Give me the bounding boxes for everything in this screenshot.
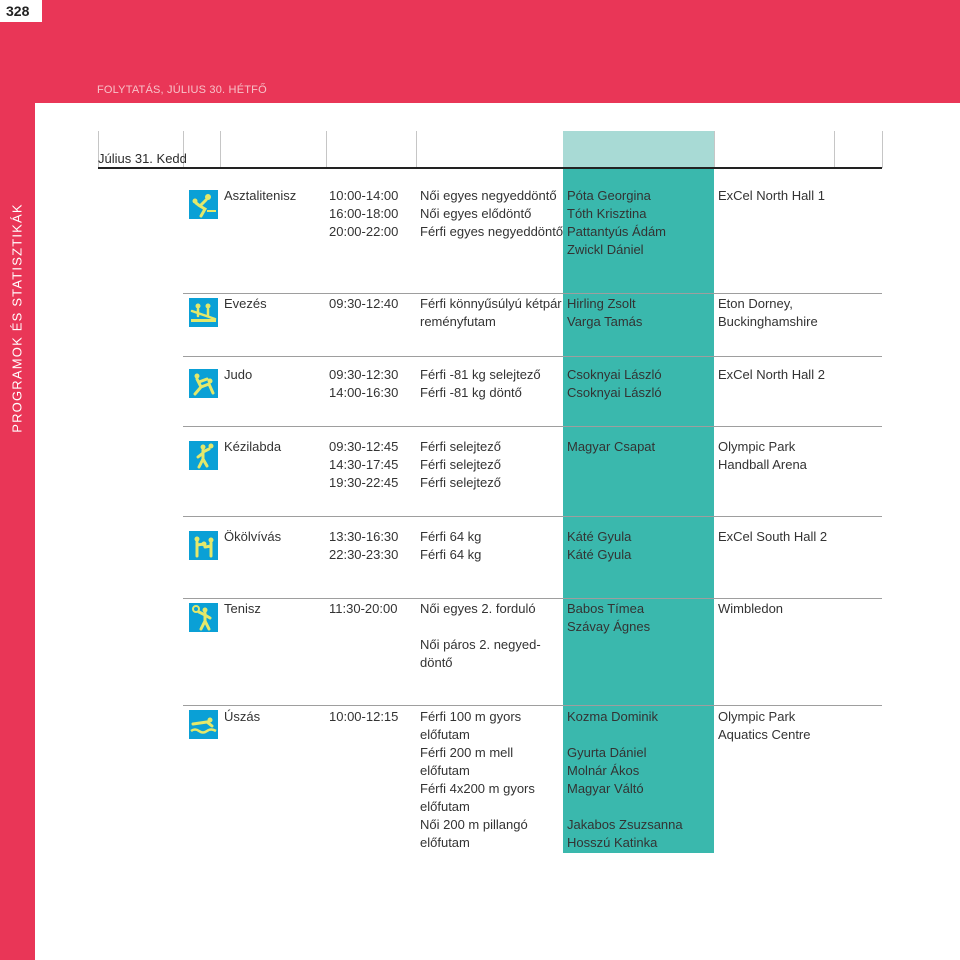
sport-name: Kézilabda	[224, 439, 282, 454]
athlete-list	[567, 366, 662, 402]
time-slot: 10:00-12:15	[329, 709, 399, 724]
event-name: Női 200 m pillangó	[420, 817, 528, 832]
continuation-header: FOLYTATÁS, JÚLIUS 30. HÉTFŐ	[97, 84, 267, 96]
athlete-name: Pattantyús Ádám	[567, 224, 666, 239]
time-slot: 13:30-16:30	[329, 529, 399, 544]
athlete-name: Csoknyai László	[567, 385, 662, 400]
sport-name: Judo	[224, 367, 253, 382]
header-rule	[98, 167, 882, 169]
column-line	[834, 131, 835, 168]
athlete-name	[567, 798, 683, 816]
event-name: Férfi selejtező	[420, 475, 501, 490]
event-name: előfutam	[420, 763, 470, 778]
athlete-name: Molnár Ákos	[567, 763, 640, 778]
time-list	[329, 366, 398, 402]
event-name: Férfi selejtező	[420, 457, 501, 472]
event-name: Férfi könnyűsúlyú kétpár	[420, 296, 562, 311]
tennis-icon	[189, 603, 218, 632]
athlete-name: Varga Tamás	[567, 314, 643, 329]
venue	[718, 295, 818, 331]
column-line	[882, 131, 883, 168]
time-slot: 09:30-12:40	[329, 296, 399, 311]
athlete-name: Káté Gyula	[567, 529, 632, 544]
event-list	[420, 438, 501, 492]
venue	[718, 187, 825, 205]
venue-line: ExCel North Hall 1	[718, 188, 825, 203]
athlete-name: Tóth Krisztina	[567, 206, 647, 221]
athlete-name	[567, 726, 683, 744]
time-list	[329, 187, 398, 241]
rowing-icon	[189, 298, 218, 327]
venue-line: Handball Arena	[718, 457, 807, 472]
table-tennis-icon	[189, 190, 218, 219]
athlete-name: Hirling Zsolt	[567, 296, 636, 311]
event-name: Férfi 4x200 m gyors	[420, 781, 535, 796]
event-name: Férfi 200 m mell	[420, 745, 514, 760]
sport-name: Asztalitenisz	[224, 188, 297, 203]
page-number: 328	[0, 0, 42, 22]
time-slot: 20:00-22:00	[329, 224, 399, 239]
time-list	[329, 528, 398, 564]
column-line	[326, 131, 327, 168]
time-slot: 11:30-20:00	[329, 601, 398, 616]
athlete-name: Kozma Dominik	[567, 709, 659, 724]
venue-line: Aquatics Centre	[718, 727, 811, 742]
boxing-icon	[189, 531, 218, 560]
side-band	[0, 103, 35, 960]
event-list	[420, 600, 541, 672]
sport-name: Evezés	[224, 296, 267, 311]
athlete-list	[567, 528, 631, 564]
time-list	[329, 708, 398, 726]
row-divider	[183, 516, 882, 517]
time-list	[329, 438, 398, 492]
athlete-name: Jakabos Zsuzsanna	[567, 817, 683, 832]
sport-name: Tenisz	[224, 601, 261, 616]
column-line	[220, 131, 221, 168]
venue-line: Olympic Park	[718, 709, 796, 724]
venue-line: ExCel South Hall 2	[718, 529, 828, 544]
time-slot: 14:00-16:30	[329, 385, 399, 400]
row-divider	[183, 705, 882, 706]
venue-line: Buckinghamshire	[718, 314, 818, 329]
athlete-list	[567, 600, 650, 636]
venue	[718, 528, 827, 546]
column-line	[714, 131, 715, 168]
athlete-list	[567, 295, 642, 331]
athlete-name: Szávay Ágnes	[567, 619, 651, 634]
row-divider	[183, 293, 882, 294]
time-list	[329, 295, 398, 313]
athlete-name: Káté Gyula	[567, 547, 632, 562]
venue	[718, 600, 783, 618]
venue-line: Olympic Park	[718, 439, 796, 454]
time-slot: 19:30-22:45	[329, 475, 399, 490]
event-name: Férfi 64 kg	[420, 547, 482, 562]
event-name: előfutam	[420, 727, 470, 742]
sport-name: Úszás	[224, 709, 261, 724]
athlete-name: Babos Tímea	[567, 601, 645, 616]
venue	[718, 438, 807, 474]
row-divider	[183, 356, 882, 357]
event-name	[420, 618, 541, 636]
time-slot: 09:30-12:45	[329, 439, 399, 454]
time-slot: 10:00-14:00	[329, 188, 399, 203]
athlete-name: Gyurta Dániel	[567, 745, 647, 760]
venue	[718, 708, 811, 744]
event-name: Női egyes negyeddöntő	[420, 188, 557, 203]
event-name: Női páros 2. negyed-	[420, 637, 541, 652]
event-list	[420, 295, 562, 331]
judo-icon	[189, 369, 218, 398]
event-name: Férfi 64 kg	[420, 529, 482, 544]
athlete-column-header	[563, 131, 714, 168]
section-title: PROGRAMOK ÉS STATISZTIKÁK	[9, 203, 25, 433]
event-name: Férfi selejtező	[420, 439, 501, 454]
athlete-name: Magyar Csapat	[567, 439, 656, 454]
event-name: Férfi -81 kg döntő	[420, 385, 522, 400]
event-list	[420, 366, 541, 402]
row-divider	[183, 598, 882, 599]
column-line	[416, 131, 417, 168]
athlete-list	[567, 187, 666, 259]
time-slot: 14:30-17:45	[329, 457, 399, 472]
venue	[718, 366, 825, 384]
event-name: Női egyes 2. forduló	[420, 601, 536, 616]
swimming-icon	[189, 710, 218, 739]
day-title: Július 31. Kedd	[98, 151, 187, 166]
time-slot: 22:30-23:30	[329, 547, 399, 562]
event-name: döntő	[420, 655, 453, 670]
event-list	[420, 708, 535, 852]
time-list	[329, 600, 397, 618]
athlete-name: Hosszú Katinka	[567, 835, 658, 850]
event-name: Férfi -81 kg selejtező	[420, 367, 541, 382]
event-name: Férfi egyes negyeddöntő	[420, 224, 564, 239]
event-name: Női egyes elődöntő	[420, 206, 532, 221]
event-name: Férfi 100 m gyors	[420, 709, 522, 724]
athlete-name: Póta Georgina	[567, 188, 651, 203]
event-list	[420, 187, 563, 241]
event-name: előfutam	[420, 799, 470, 814]
event-name: előfutam	[420, 835, 470, 850]
venue-line: ExCel North Hall 2	[718, 367, 825, 382]
venue-line: Eton Dorney,	[718, 296, 793, 311]
row-divider	[183, 426, 882, 427]
venue-line: Wimbledon	[718, 601, 784, 616]
athlete-list	[567, 708, 683, 852]
athlete-name: Magyar Váltó	[567, 781, 644, 796]
athlete-name: Zwickl Dániel	[567, 242, 644, 257]
athlete-list	[567, 438, 655, 456]
time-slot: 16:00-18:00	[329, 206, 399, 221]
athlete-name: Csoknyai László	[567, 367, 662, 382]
event-name: reményfutam	[420, 314, 496, 329]
sport-name: Ökölvívás	[224, 529, 282, 544]
time-slot: 09:30-12:30	[329, 367, 399, 382]
event-list	[420, 528, 481, 564]
handball-icon	[189, 441, 218, 470]
